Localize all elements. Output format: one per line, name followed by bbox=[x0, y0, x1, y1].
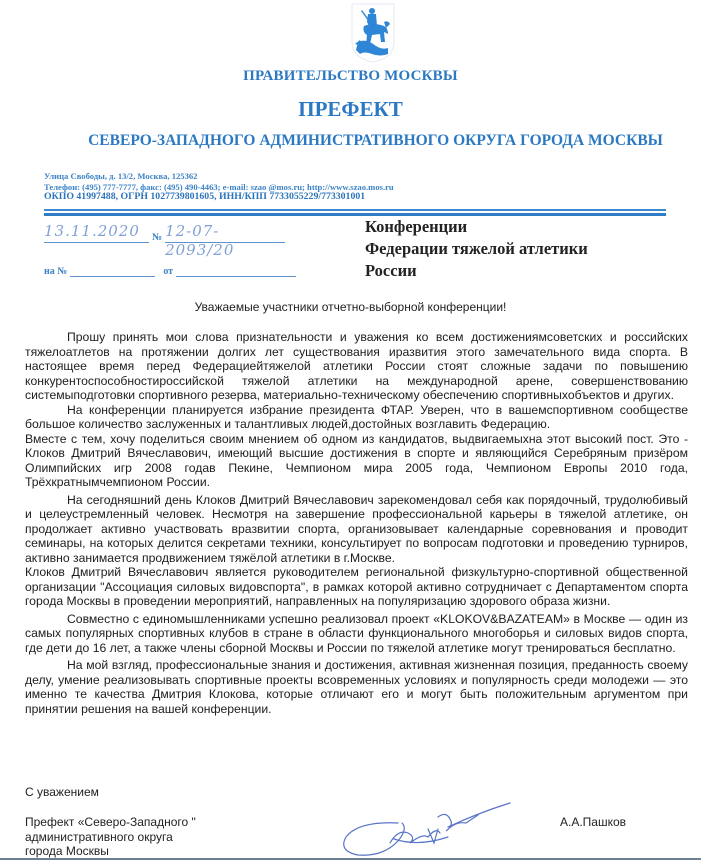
body-paragraph: На конференции планируется избрание президента ФТАР. Уверен, что в вашемспортивном сообществе большое количество заслуженных и талантливых людей,достойных возглавить Федерацию. bbox=[25, 402, 688, 431]
signatory-title bbox=[25, 815, 196, 859]
letterhead-address: Улица Свободы, д. 13/2, Москва, 125362 bbox=[44, 171, 198, 181]
recipient-line: России bbox=[365, 261, 417, 280]
recipient-line: Конференции bbox=[365, 217, 468, 236]
registration-line bbox=[44, 222, 285, 259]
reply-date-blank bbox=[176, 256, 296, 277]
signatory-title-line: административного округа bbox=[25, 829, 173, 844]
reply-number-blank bbox=[70, 256, 155, 277]
signatory-title-line: города Москвы bbox=[25, 844, 109, 858]
body-paragraph: На сегодняшний день Клоков Дмитрий Вячеславович зарекомендовал себя как порядочный, трудолюбивый и целеустремленный человек. Несмотря на завершение профессиональной карьеры в тяжелой атлетике, он продолжает активно участвовать вразвитии спорта, организовывает календарные соревнования и проводит семинары, на которых делится секретами техники, консультирует по вопросам подготовки и проведению турниров, активно занимается продвижением тяжёлой атлетики в г.Москве. bbox=[25, 492, 688, 565]
registration-number: 12-07-2093/20 bbox=[165, 222, 235, 259]
letterhead-codes: ОКПО 41997488, ОГРН 1027739801605, ИНН/КПП 7733055229/773301001 bbox=[44, 191, 366, 202]
letterhead-divider bbox=[44, 209, 666, 211]
reply-from-label: от bbox=[163, 266, 174, 277]
signatory-title-line: Префект «Северо-Западного " bbox=[25, 815, 196, 829]
signer-name: А.А.Пашков bbox=[560, 815, 627, 829]
handwritten-signature-icon bbox=[328, 793, 518, 859]
reply-number-label: на № bbox=[44, 266, 68, 277]
body-paragraph: Клоков Дмитрий Вячеславович является руководителем региональной физкультурно-спортивной общественной организации "Ассоциация силовых видовспорта", в рамках которой активно сотрудничает с Департаментом спорта города Москвы в проведении мероприятий, направленных на популяризацию здорового образа жизни. bbox=[25, 565, 688, 608]
body-paragraph: На мой взгляд, профессиональные знания и достижения, активная жизненная позиция, преданность своему делу, умение реализовывать спортивные проекты всовременных условиях и популярность среди молодежи — это именно те качества Дмитрия Клокова, которые отличают его и могут быть положительным аргументом при принятии решения на вашей конференции. bbox=[25, 658, 688, 716]
recipient-block bbox=[365, 216, 588, 282]
letterhead-district: СЕВЕРО-ЗАПАДНОГО АДМИНИСТРАТИВНОГО ОКРУГА ГОРОДА МОСКВЫ bbox=[88, 132, 663, 149]
letterhead-title: ПРЕФЕКТ bbox=[298, 97, 403, 121]
letterhead-phones: Телефон: (495) 777-7777, факс: (495) 490-4463; e-mail: szao @mos.ru; http://www.szao.mos.ru bbox=[44, 181, 394, 192]
reply-line bbox=[44, 256, 296, 277]
letterhead-contacts bbox=[44, 171, 394, 203]
letter-body bbox=[25, 330, 688, 716]
number-label: № bbox=[152, 232, 163, 243]
body-paragraph: Совместно с единомышленниками успешно реализовал проект «KLOKOV&BAZATEAM» в Москве — один из самых популярных спортивных клубов в стране в области функционального многоборья и силовых видов спорта, где дети до 16 лет, а также члены сборной Москвы и России по тяжелой атлетике могут тренироваться бесплатно. bbox=[25, 611, 688, 655]
body-paragraph: Прошу принять мои слова признательности и уважения ко всем достижениямсоветских и российских тяжелоатлетов на протяжении долгих лет существования иразвития этого замечательного вида спорта. В настоящее время перед Федерациейтяжелой атлетики России стоят сложные задачи по повышению конкурентоспособностироссийской тяжелой атлетики на международной арене, совершенствованию системыподготовки спортивного резерва, материально-техническому обеспечению спортивныхобъектов и других. bbox=[25, 330, 688, 402]
recipient-line: Федерации тяжелой атлетики bbox=[365, 239, 588, 258]
registration-date: 13.11.2020 bbox=[44, 222, 140, 240]
closing-phrase: С уважением bbox=[25, 785, 99, 799]
body-paragraph: Вместе с тем, хочу поделиться своим мнением об одном из кандидатов, выдвигаемыхна этот высокий пост. Это - Клоков Дмитрий Вячеславович, имеющий высшие достижения в спорте и являющийся Серебряным призёром Олимпийских игр 2008 годав Пекине, Чемпионом мира 2005 года, Чемпионом Европы 2010 года, Трёхкратнымчемпионом России. bbox=[25, 431, 688, 489]
salutation: Уважаемые участники отчетно-выборной конференции! bbox=[194, 300, 507, 314]
letterhead-government: ПРАВИТЕЛЬСТВО МОСКВЫ bbox=[243, 68, 458, 84]
moscow-coat-of-arms-icon bbox=[350, 2, 396, 64]
